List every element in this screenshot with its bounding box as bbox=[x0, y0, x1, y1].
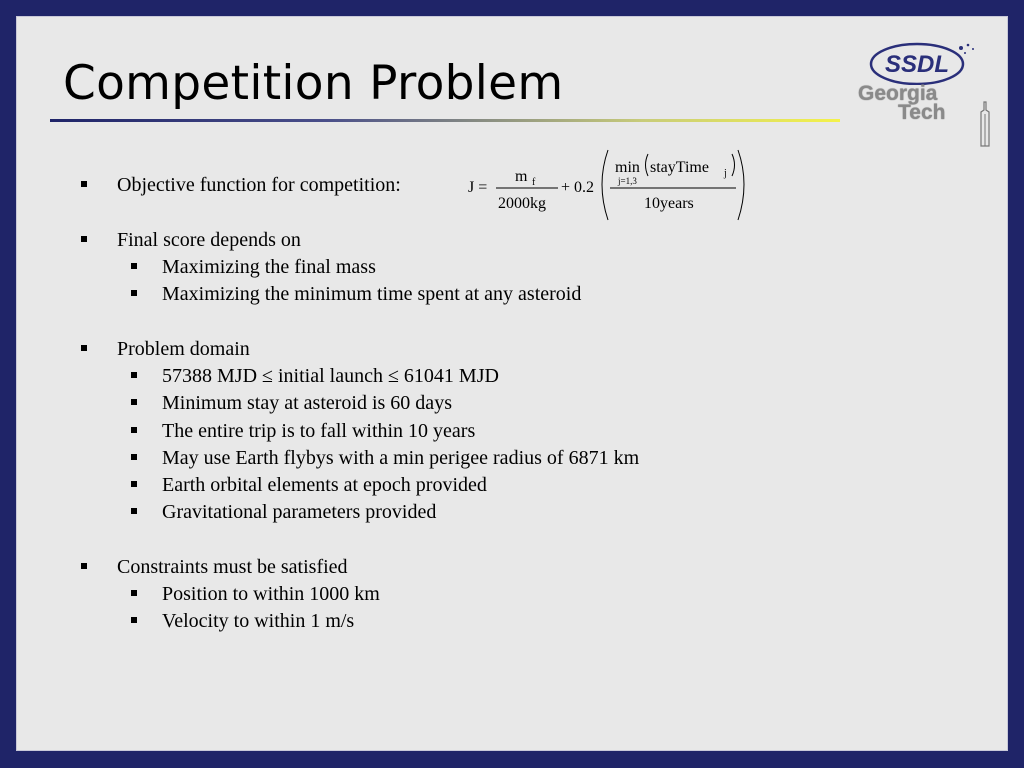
sub-bullet-marker bbox=[131, 454, 137, 460]
sub-bullet-grav-params: Gravitational parameters provided bbox=[162, 501, 437, 523]
sub-bullet-marker bbox=[131, 290, 137, 296]
sub-bullet-marker bbox=[131, 508, 137, 514]
formula-lhs: J = bbox=[468, 179, 488, 196]
formula-mass: m bbox=[515, 168, 528, 185]
bullet-constraints: Constraints must be satisfied bbox=[117, 556, 348, 578]
georgia-tech-logo bbox=[858, 84, 945, 122]
formula-plus-weight: + 0.2 bbox=[561, 179, 595, 196]
sub-bullet-marker bbox=[131, 372, 137, 378]
gt-logo-line2: Tech bbox=[898, 101, 946, 124]
bullet-marker bbox=[81, 563, 87, 569]
formula-staytime-sub: j bbox=[724, 168, 727, 179]
sub-bullet-earth-flybys: May use Earth flybys with a min perigee radius of 6871 km bbox=[162, 447, 640, 469]
sub-bullet-launch-window: 57388 MJD ≤ initial launch ≤ 61041 MJD bbox=[162, 365, 499, 387]
sub-bullet-marker bbox=[131, 427, 137, 433]
sub-bullet-position: Position to within 1000 km bbox=[162, 583, 380, 605]
formula-mass-denominator: 2000kg bbox=[498, 195, 546, 212]
gt-tower-icon bbox=[976, 100, 994, 148]
sub-bullet-marker bbox=[131, 399, 137, 405]
formula-mass-sub: f bbox=[532, 177, 536, 188]
formula-min-sub: j=1,3 bbox=[618, 176, 637, 186]
sub-bullet-orbital-elements: Earth orbital elements at epoch provided bbox=[162, 474, 487, 496]
sub-bullet-marker bbox=[131, 481, 137, 487]
formula-staytime: stayTime bbox=[650, 159, 709, 176]
title-underline bbox=[50, 119, 840, 122]
sub-bullet-trip-duration: The entire trip is to fall within 10 years bbox=[162, 420, 476, 442]
bullet-problem-domain: Problem domain bbox=[117, 338, 250, 360]
bullet-marker bbox=[81, 236, 87, 242]
sub-bullet-marker bbox=[131, 617, 137, 623]
formula-min: min bbox=[615, 159, 640, 176]
bullet-marker bbox=[81, 345, 87, 351]
sub-bullet-marker bbox=[131, 263, 137, 269]
ssdl-logo bbox=[865, 25, 985, 85]
bullet-objective: Objective function for competition: bbox=[117, 174, 401, 196]
sub-bullet-marker bbox=[131, 590, 137, 596]
gt-logo-line1: Georgia bbox=[858, 82, 938, 105]
bullet-marker bbox=[81, 181, 87, 187]
sub-bullet-velocity: Velocity to within 1 m/s bbox=[162, 610, 355, 632]
slide-title: Competition Problem bbox=[63, 56, 564, 111]
ssdl-logo-text: SSDL bbox=[884, 51, 950, 78]
objective-formula bbox=[448, 136, 758, 226]
formula-years-denominator: 10years bbox=[644, 195, 694, 212]
sub-bullet-final-mass: Maximizing the final mass bbox=[162, 256, 376, 278]
sub-bullet-min-stay: Minimum stay at asteroid is 60 days bbox=[162, 392, 452, 414]
sub-bullet-min-time: Maximizing the minimum time spent at any asteroid bbox=[162, 283, 582, 305]
bullet-final-score: Final score depends on bbox=[117, 229, 301, 251]
